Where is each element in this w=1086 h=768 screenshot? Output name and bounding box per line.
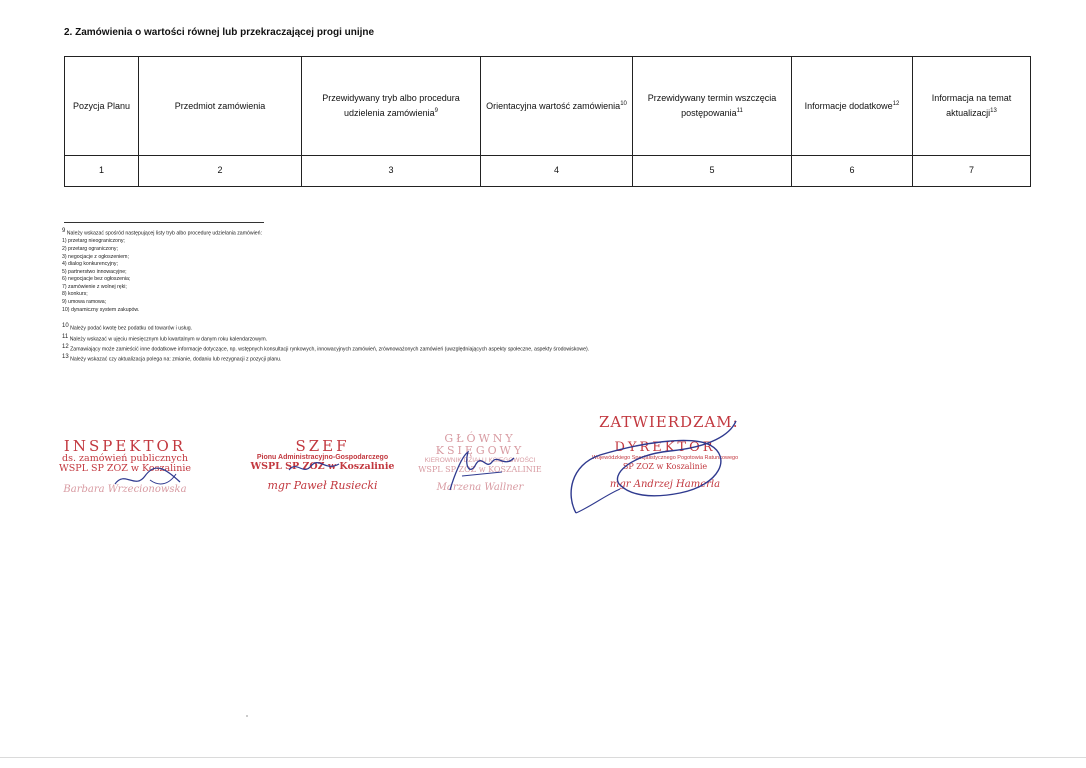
table-row — [65, 155, 1031, 186]
footnote-11: $^{11}$ Należy wskazać w ujęciu miesięcznym lub kwartalnym w danym roku kalendarzowym. — [62, 333, 268, 343]
ksiegowy-signature — [442, 446, 522, 496]
footnote-list-item: 10) dynamiczny system zakupów. — [62, 306, 140, 313]
footnote-list-item: 5) partnerstwo innowacyjne; — [62, 268, 127, 275]
column-number-cell: 4 — [481, 155, 633, 186]
inspektor-signature — [110, 462, 190, 492]
dyrektor-stamp: ZATWIERDZAM: DYREKTOR Wojewódzkiego Specjalistycznego Pogotowia Ratunkowego SP ZOZ w Koszalinie mgr Andrzej Hamerla — [591, 413, 739, 490]
page-title: 2. Zamówienia o wartości równej lub przekraczającej progi unijne — [64, 27, 375, 38]
column-number-cell: 3 — [302, 155, 481, 186]
footnote-13: $^{13}$ Należy wskazać czy aktualizacja polega na: zmianie, dodaniu lub rezygnacji z pozycji planu. — [62, 354, 282, 363]
dyrektor-signature — [560, 415, 750, 525]
footnote-list-item: 6) negocjacje bez ogłoszenia; — [62, 276, 131, 283]
header-cell: Informacje dodatkowe$^{12}$ — [792, 57, 913, 156]
footnote-list-item: 1) przetarg nieograniczony; — [62, 238, 125, 245]
footnote-list-item: 7) zamówienie z wolnej ręki; — [62, 283, 127, 290]
column-number-cell: 1 — [65, 155, 139, 186]
footnote-list-item: 9) umowa ramowa; — [62, 299, 107, 306]
column-number-cell: 6 — [792, 155, 913, 186]
glowny-ksiegowy-stamp: GŁÓWNY KSIĘGOWY KIEROWNIK DZIAŁU KSIĘGOWOŚCI WSPL SP ZOZ w KOSZALINIE Marzena Wallner — [418, 432, 542, 493]
header-cell: Przedmiot zamówienia — [139, 57, 302, 156]
table-header-row — [65, 57, 1031, 156]
footnote-list-item: 4) dialog konkurencyjny; — [62, 261, 118, 268]
footnote-9: $^9$ Należy wskazać spośród następującej listy tryb albo procedurę udzielania zamówień: — [62, 228, 263, 237]
header-cell: Orientacyjna wartość zamówienia$^{10}$ — [481, 57, 633, 156]
inspektor-stamp: INSPEKTOR ds. zamówień publicznych WSPL SP ZOZ w Koszalinie Barbara Wrzecionowska — [58, 437, 192, 495]
header-cell: Pozycja Planu — [65, 57, 139, 156]
szef-signature — [285, 458, 345, 478]
footnote-12: $^{12}$ Zamawiający może zamieścić inne dodatkowe informacje dotyczące, np. wstępnych konsultacji rynkowych, innowacyjnych zamówień, zrównoważonych zamówień (uwzględniających aspekty społeczne, aspekty środowiskowe). — [62, 343, 590, 353]
header-cell: Przewidywany termin wszczęcia postępowania$^{11}$ — [633, 57, 792, 156]
header-cell: Przewidywany tryb albo procedura udzielenia zamówienia$^9$ — [302, 57, 481, 156]
footnotes — [62, 228, 822, 365]
footnote-separator — [64, 222, 264, 223]
procurement-plan-table — [64, 56, 1031, 187]
footnote-list-item: 3) negocjacje z ogłoszeniem; — [62, 253, 129, 260]
szef-stamp: SZEF Pionu Administracyjno-Gospodarczego WSPL SP ZOZ w Koszalinie mgr Paweł Rusiecki — [250, 437, 395, 492]
footnote-list-item: 8) konkurs; — [62, 291, 88, 298]
scan-speck — [246, 715, 248, 717]
footnote-list-item: 2) przetarg ograniczony; — [62, 245, 118, 252]
column-number-cell: 5 — [633, 155, 792, 186]
column-number-cell: 7 — [913, 155, 1031, 186]
footnote-10: $^{10}$ Należy podać kwotę bez podatku od towarów i usług. — [62, 323, 193, 332]
column-number-cell: 2 — [139, 155, 302, 186]
page-bottom-edge — [0, 757, 1086, 758]
header-cell: Informacja na temat aktualizacji$^{13}$ — [913, 57, 1031, 156]
